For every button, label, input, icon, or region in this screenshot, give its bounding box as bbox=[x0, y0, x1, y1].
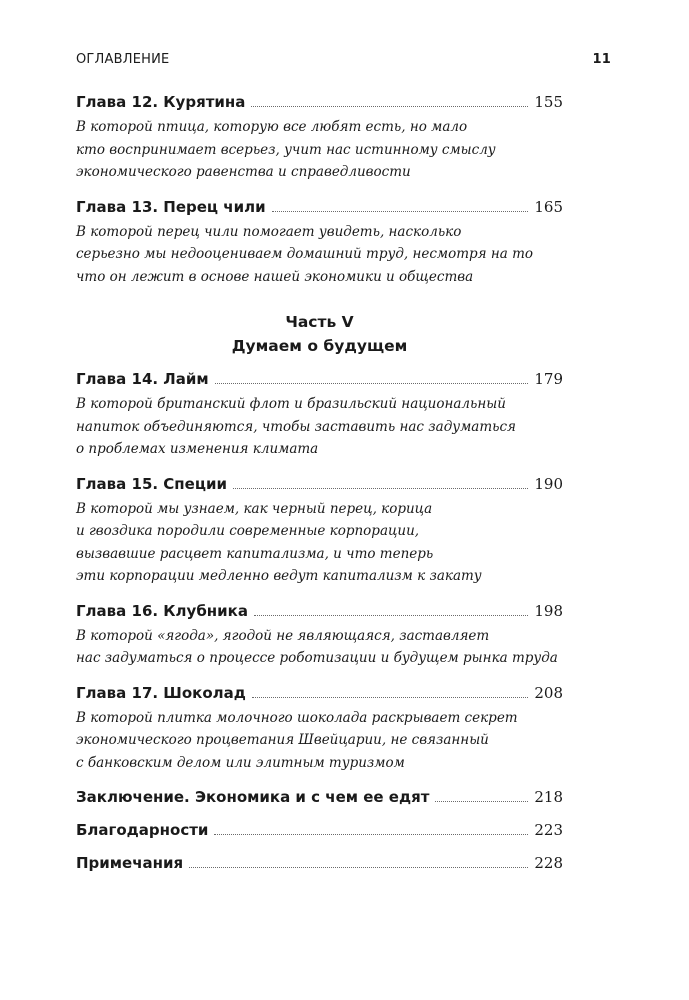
chapter-description bbox=[76, 393, 563, 461]
part-number: Часть V bbox=[285, 313, 354, 331]
description-line: серьезно мы недооцениваем домашний труд, несмотря на то bbox=[76, 246, 534, 262]
toc-entry-chapter-16[interactable] bbox=[76, 602, 563, 670]
chapter-description bbox=[76, 707, 563, 775]
section-title: ОГЛАВЛЕНИЕ bbox=[76, 52, 170, 67]
chapter-page: 198 bbox=[534, 601, 563, 620]
entry-title: Примечания bbox=[76, 854, 184, 872]
part-title: Думаем о будущем bbox=[231, 337, 408, 355]
leader-dots bbox=[435, 801, 528, 802]
toc-entry-chapter-17[interactable] bbox=[76, 684, 563, 775]
leader-dots bbox=[272, 211, 529, 212]
toc-entry-conclusion[interactable] bbox=[76, 788, 563, 810]
entry-page: 218 bbox=[534, 788, 563, 806]
description-line: кто воспринимает всерьез, учит нас истинному смыслу bbox=[76, 141, 496, 158]
description-line: В которой плитка молочного шоколада раскрывает секрет bbox=[76, 709, 518, 726]
entry-page: 228 bbox=[534, 854, 563, 872]
toc-entry-chapter-14[interactable] bbox=[76, 370, 563, 461]
chapter-page: 155 bbox=[534, 93, 563, 111]
chapter-description bbox=[76, 116, 563, 184]
description-line: что он лежит в основе нашей экономики и общества bbox=[76, 268, 474, 285]
leader-dots bbox=[254, 615, 528, 616]
description-line: нас задуматься о процессе роботизации и будущем рынка труда bbox=[76, 650, 558, 666]
description-line: напиток объединяются, чтобы заставить нас задуматься bbox=[76, 418, 516, 435]
part-heading bbox=[76, 310, 563, 358]
entry-page: 223 bbox=[534, 821, 563, 839]
chapter-description bbox=[76, 498, 563, 588]
toc-entry-chapter-13[interactable] bbox=[76, 198, 563, 289]
chapter-title: Глава 12. Курятина bbox=[76, 93, 246, 111]
running-header bbox=[76, 52, 611, 67]
description-line: вызвавшие расцвет капитализма, и что теперь bbox=[76, 545, 434, 562]
chapter-description bbox=[76, 625, 563, 670]
description-line: и гвоздика породили современные корпорации, bbox=[76, 523, 420, 539]
leader-dots bbox=[215, 383, 529, 384]
leader-dots bbox=[233, 488, 528, 489]
description-line: В которой птица, которую все любят есть, но мало bbox=[76, 119, 468, 135]
page-number: 11 bbox=[592, 52, 611, 67]
entry-title: Заключение. Экономика и с чем ее едят bbox=[76, 788, 430, 806]
chapter-title: Глава 13. Перец чили bbox=[76, 197, 266, 216]
toc-entry-acknowledgements[interactable] bbox=[76, 821, 563, 843]
chapter-title: Глава 17. Шоколад bbox=[76, 683, 246, 702]
entry-title: Благодарности bbox=[76, 821, 209, 839]
toc-entry-chapter-15[interactable] bbox=[76, 475, 563, 588]
leader-dots bbox=[251, 106, 528, 107]
chapter-page: 179 bbox=[534, 370, 563, 388]
leader-dots bbox=[252, 697, 529, 698]
chapter-description bbox=[76, 221, 563, 289]
chapter-page: 208 bbox=[534, 683, 563, 702]
description-line: В которой «ягода», ягодой не являющаяся, заставляет bbox=[76, 627, 490, 644]
table-of-contents bbox=[76, 93, 563, 887]
leader-dots bbox=[214, 834, 528, 835]
description-line: В которой британский флот и бразильский национальный bbox=[76, 396, 506, 412]
chapter-page: 165 bbox=[534, 197, 563, 216]
description-line: В которой мы узнаем, как черный перец, корица bbox=[76, 500, 433, 517]
toc-entry-chapter-12[interactable] bbox=[76, 93, 563, 184]
description-line: эти корпорации медленно ведут капитализм к закату bbox=[76, 568, 482, 584]
chapter-title: Глава 16. Клубника bbox=[76, 601, 248, 620]
description-line: В которой перец чили помогает увидеть, насколько bbox=[76, 223, 462, 240]
chapter-title: Глава 15. Специи bbox=[76, 474, 227, 493]
description-line: экономического равенства и справедливости bbox=[76, 164, 411, 180]
description-line: экономического процветания Швейцарии, не связанный bbox=[76, 732, 489, 748]
description-line: о проблемах изменения климата bbox=[76, 441, 319, 457]
chapter-page: 190 bbox=[534, 474, 563, 493]
toc-entry-notes[interactable] bbox=[76, 854, 563, 876]
leader-dots bbox=[189, 867, 528, 868]
chapter-title: Глава 14. Лайм bbox=[76, 370, 209, 388]
description-line: с банковским делом или элитным туризмом bbox=[76, 754, 405, 771]
